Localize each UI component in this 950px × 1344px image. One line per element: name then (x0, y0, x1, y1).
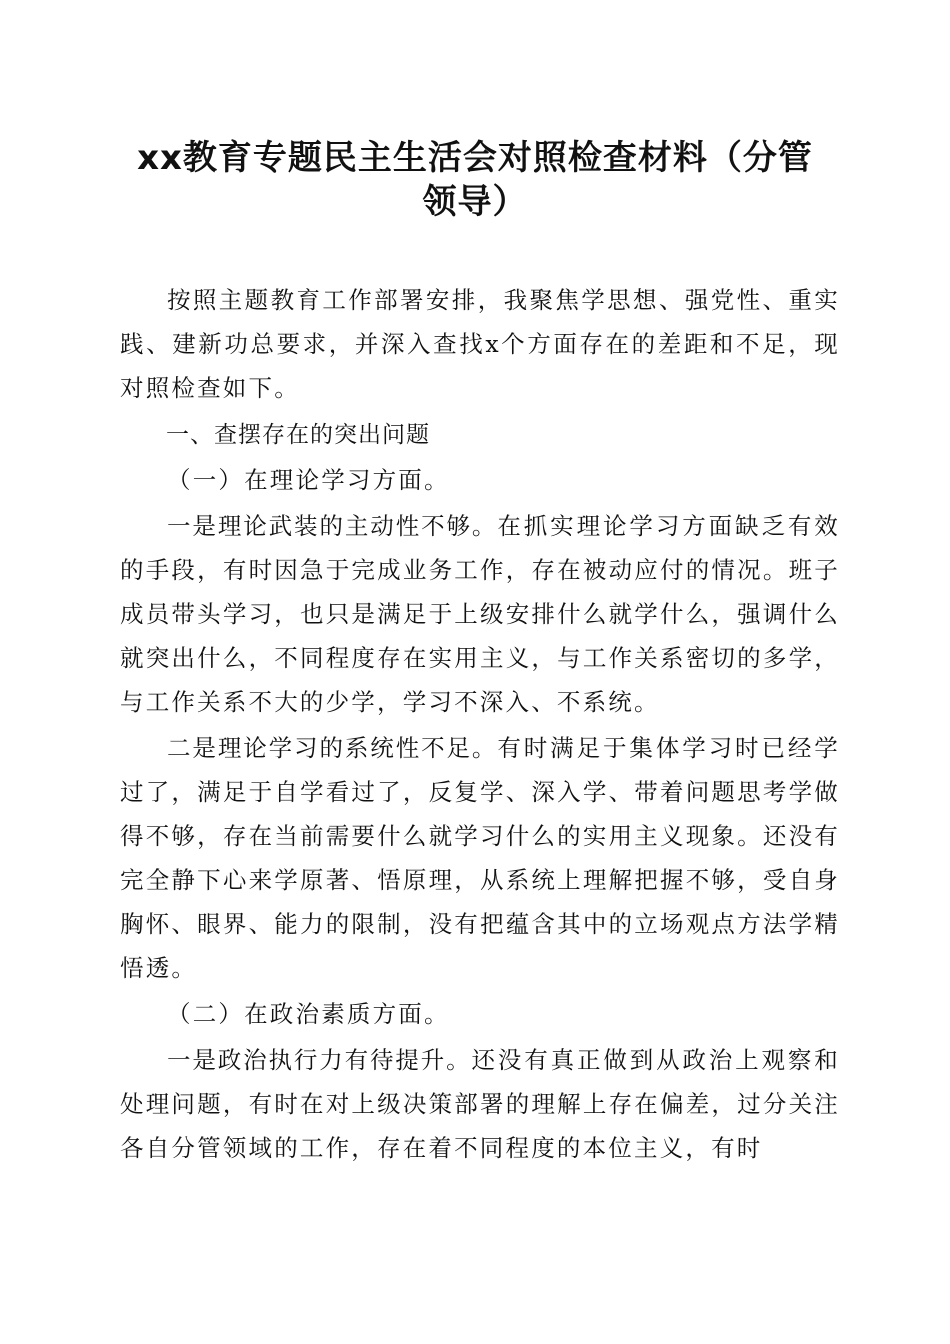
item-2-lead: 二是理论学习的系统性不足。 (167, 734, 498, 762)
item-1-text: 在抓实理论学习方面缺乏有效的手段，有时因急于完成业务工作，存在被动应付的情况。班子成员带头学习，也只是满足于上级安排什么就学什么，强调什么就突出什么，不同程度存在实用主义，与工作关系密切的多学，与工作关系不大的少学，学习不深入、不系统。 (120, 512, 840, 716)
intro-paragraph: 按照主题教育工作部署安排，我聚焦学思想、强党性、重实践、建新功总要求，并深入查找x个方面存在的差距和不足，现对照检查如下。 (120, 286, 840, 402)
document-title (100, 136, 850, 224)
subsection-heading-2: （二）在政治素质方面。 (167, 1000, 450, 1028)
paragraph-item-3 (120, 1038, 840, 1170)
title-line-2: 领导） (422, 182, 528, 222)
document-body (120, 278, 840, 1170)
title-line-1: xx教育专题民主生活会对照检查材料（分管 (137, 138, 813, 178)
section-heading-1: 一、查摆存在的突出问题 (166, 422, 430, 448)
paragraph-item-1 (120, 504, 840, 724)
item-3-text: 还没有真正做到从政治上观察和处理问题，有时在对上级决策部署的理解上存在偏差，过分关注各自分管领域的工作，存在着不同程度的本位主义，有时 (120, 1046, 840, 1162)
item-1-lead: 一是理论武装的主动性不够。 (167, 512, 498, 540)
subsection-heading-1: （一）在理论学习方面。 (167, 466, 450, 494)
paragraph-item-2 (120, 726, 840, 990)
item-3-lead: 一是政治执行力有待提升。 (167, 1046, 472, 1074)
item-2-text: 有时满足于集体学习时已经学过了，满足于自学看过了，反复学、深入学、带着问题思考学做得不够，存在当前需要什么就学习什么的实用主义现象。还没有完全静下心来学原著、悟原理，从系统上理解把握不够，受自身胸怀、眼界、能力的限制，没有把蕴含其中的立场观点方法学精悟透。 (120, 734, 840, 982)
